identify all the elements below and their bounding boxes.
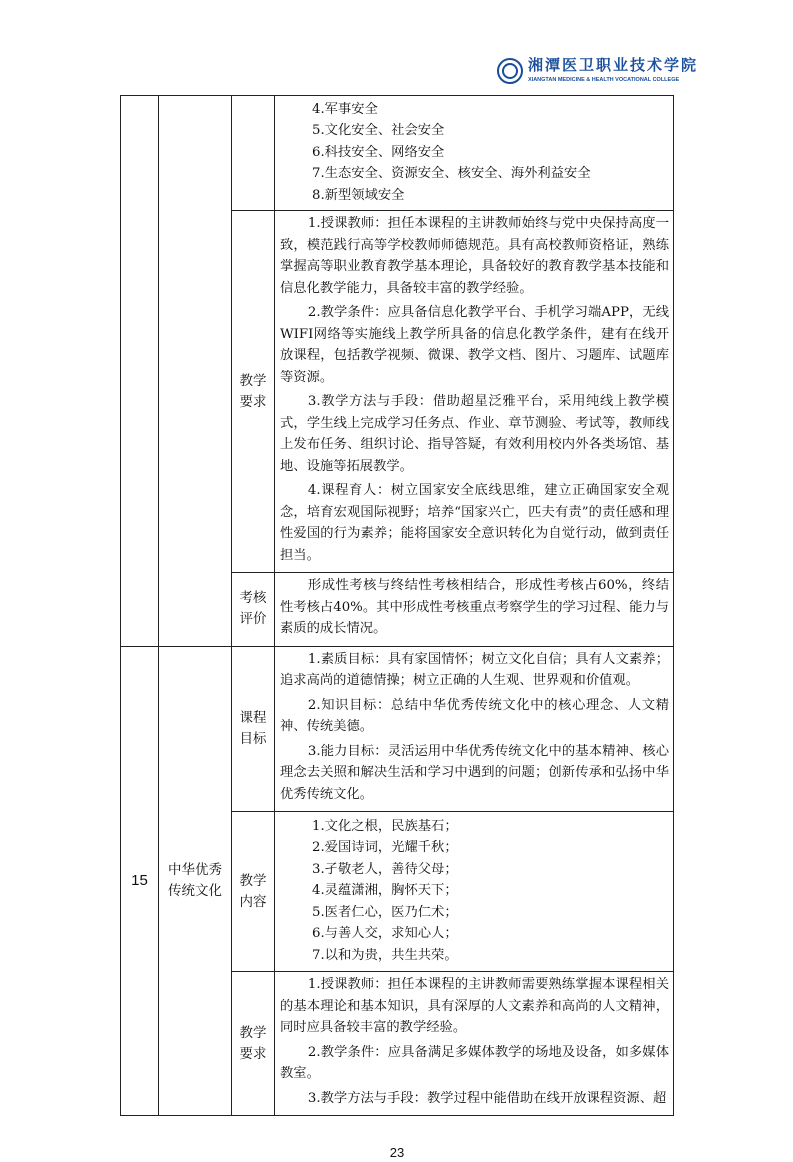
list-item: 2.爱国诗词，光耀千秋； [312,840,458,856]
req-label: 教学要求 [232,972,275,1116]
course-name: 中华优秀传统文化 [159,646,232,1116]
paragraph: 3.教学方法与手段：借助超星泛雅平台，采用纯线上教学模式，学生线上完成学习任务点、作业、章节测验、考试等，教师线上发布任务、组织讨论、指导答疑，有效利用校内外各类场馆、基地、设施等拓展教学。 [280,394,669,474]
college-seal-icon [497,58,523,84]
paragraph: 2.教学条件：应具备满足多媒体教学的场地及设备，如多媒体教室。 [280,1044,669,1081]
prev-req-content [275,211,674,573]
paragraph: 1.授课教师：担任本课程的主讲教师始终与党中央保持高度一致，模范践行高等学校教师师德规范。具有高校教师资格证，熟练掌握高等职业教育教学基本理论，具备较好的教育教学基本技能和信息化教学能力，具备较丰富的教学经验。 [280,216,669,296]
paragraph: 3.教学方法与手段：教学过程中能借助在线开放课程资源、超 [307,1090,667,1106]
content-list [275,812,674,972]
prev-eval-label: 考核评价 [232,573,275,647]
goal-label: 课程目标 [232,646,275,812]
prev-number-cell [121,96,159,647]
req-content [275,972,674,1116]
list-item: 7.以和为贵，共生共荣。 [312,947,458,963]
paragraph: 2.教学条件：应具备信息化教学平台、手机学习端APP，无线WIFI网络等实施线上教学所具备的信息化教学条件，建有在线开放课程，包括教学视频、微课、教学文档、图片、习题库、试题库等资源。 [280,305,669,385]
list-item: 8.新型领域安全 [312,187,405,203]
list-item: 4.军事安全 [312,101,378,117]
page-body [120,95,674,1162]
list-item: 7.生态安全、资源安全、核安全、海外利益安全 [312,166,591,182]
paragraph: 4.课程育人：树立国家安全底线思维，建立正确国家安全观念，培育宏观国际视野；培养“国家兴亡，匹夫有责”的责任感和理性爱国的行为素养；能将国家安全意识转化为自觉行动，做到责任担当。 [280,483,669,563]
logo-cn: 湘潭医卫职业技术学院 [528,56,699,74]
paragraph: 1.授课教师：担任本课程的主讲教师需要熟练掌握本课程相关的基本理论和基本知识，具有深厚的人文素养和高尚的人文精神，同时应具备较丰富的教学经验。 [280,977,669,1035]
goal-content [275,646,674,812]
list-item: 1.文化之根，民族基石； [312,818,458,834]
prev-name-cell [159,96,232,647]
list-item: 6.科技安全、网络安全 [312,144,445,160]
prev-content-label-cell [232,96,275,211]
list-item: 4.灵蕴潇湘，胸怀天下； [312,883,458,899]
page-number: 23 [389,1145,405,1160]
logo-en: XIANGTAN MEDICINE & HEALTH VOCATIONAL COLLEGE [528,77,680,83]
course-number: 15 [121,646,159,1116]
prev-content-list [275,96,674,211]
list-item: 3.孑敬老人，善待父母； [312,861,458,877]
college-logo [497,56,698,85]
list-item: 5.文化安全、社会安全 [312,123,445,139]
content-label: 教学内容 [232,812,275,972]
paragraph: 3.能力目标：灵活运用中华优秀传统文化中的基本精神、核心理念去关照和解决生活和学习中遇到的问题；创新传承和弘扬中华优秀传统文化。 [280,743,669,802]
paragraph: 2.知识目标：总结中华优秀传统文化中的核心理念、人文精神、传统美德。 [280,697,669,734]
prev-eval-content: 形成性考核与终结性考核相结合，形成性考核占60%，终结性考核占40%。其中形成性考核重点考察学生的学习过程、能力与素质的成长情况。 [275,573,674,647]
list-item: 6.与善人交，求知心人； [312,926,458,942]
list-item: 5.医者仁心，医乃仁术； [312,904,458,920]
course-table [120,95,674,1116]
paragraph: 1.素质目标：具有家国情怀；树立文化自信；具有人文素养；追求高尚的道德情操；树立正确的人生观、世界观和价值观。 [280,651,669,688]
prev-req-label: 教学要求 [232,211,275,573]
